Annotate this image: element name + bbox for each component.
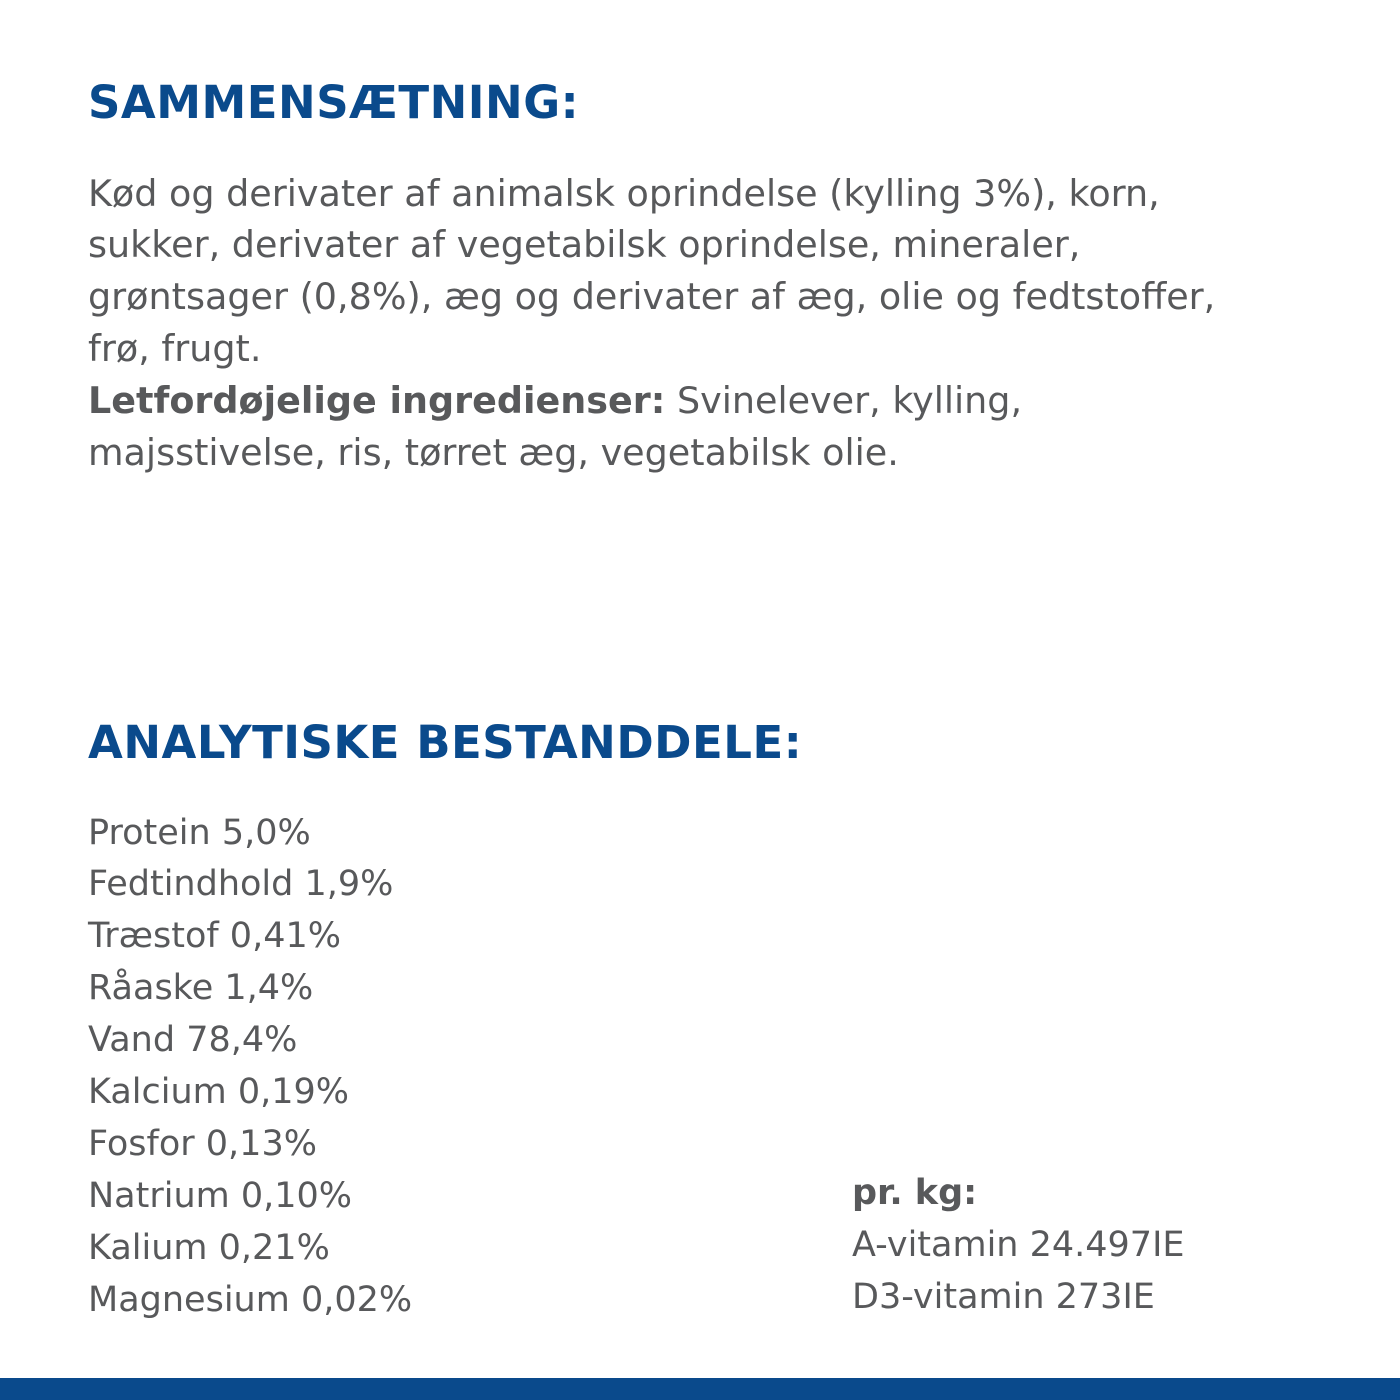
list-item: A-vitamin 24.497IE bbox=[852, 1224, 1185, 1265]
list-item: Råaske 1,4% bbox=[88, 968, 314, 1009]
list-item: Fedtindhold 1,9% bbox=[88, 864, 394, 905]
list-item: D3-vitamin 273IE bbox=[852, 1276, 1155, 1317]
list-item: Træstof 0,41% bbox=[88, 916, 341, 957]
per-kg-title: pr. kg: bbox=[852, 1173, 978, 1213]
list-item: Kalcium 0,19% bbox=[88, 1072, 350, 1113]
composition-body bbox=[88, 168, 1263, 479]
highlight-text: Svinelever, kylling, majsstivelse, ris, tørret æg, vegetabilsk olie. bbox=[88, 378, 1023, 474]
composition-section bbox=[88, 78, 1318, 478]
composition-heading: SAMMENSÆTNING: bbox=[88, 76, 580, 129]
list-item: Magnesium 0,02% bbox=[88, 1280, 413, 1321]
list-item: Vand 78,4% bbox=[88, 1020, 298, 1061]
composition-paragraph: Kød og derivater af animalsk oprindelse (kylling 3%), korn, sukker, derivater af vegetabilsk oprindelse, mineraler, grøntsager (0,8%), æg og derivater af æg, olie og fedtstoffer, frø, frugt. bbox=[88, 171, 1216, 370]
list-item: Natrium 0,10% bbox=[88, 1176, 353, 1217]
composition-highlight bbox=[88, 375, 1263, 479]
list-item: Protein 5,0% bbox=[88, 812, 311, 853]
list-item: Fosfor 0,13% bbox=[88, 1124, 317, 1165]
list-item: Kalium 0,21% bbox=[88, 1228, 330, 1269]
analytical-heading: ANALYTISKE BESTANDDELE: bbox=[88, 716, 803, 769]
per-kg-block bbox=[852, 1168, 1185, 1324]
bottom-accent-bar bbox=[0, 1378, 1400, 1400]
highlight-label: Letfordøjelige ingredienser: bbox=[88, 378, 666, 422]
